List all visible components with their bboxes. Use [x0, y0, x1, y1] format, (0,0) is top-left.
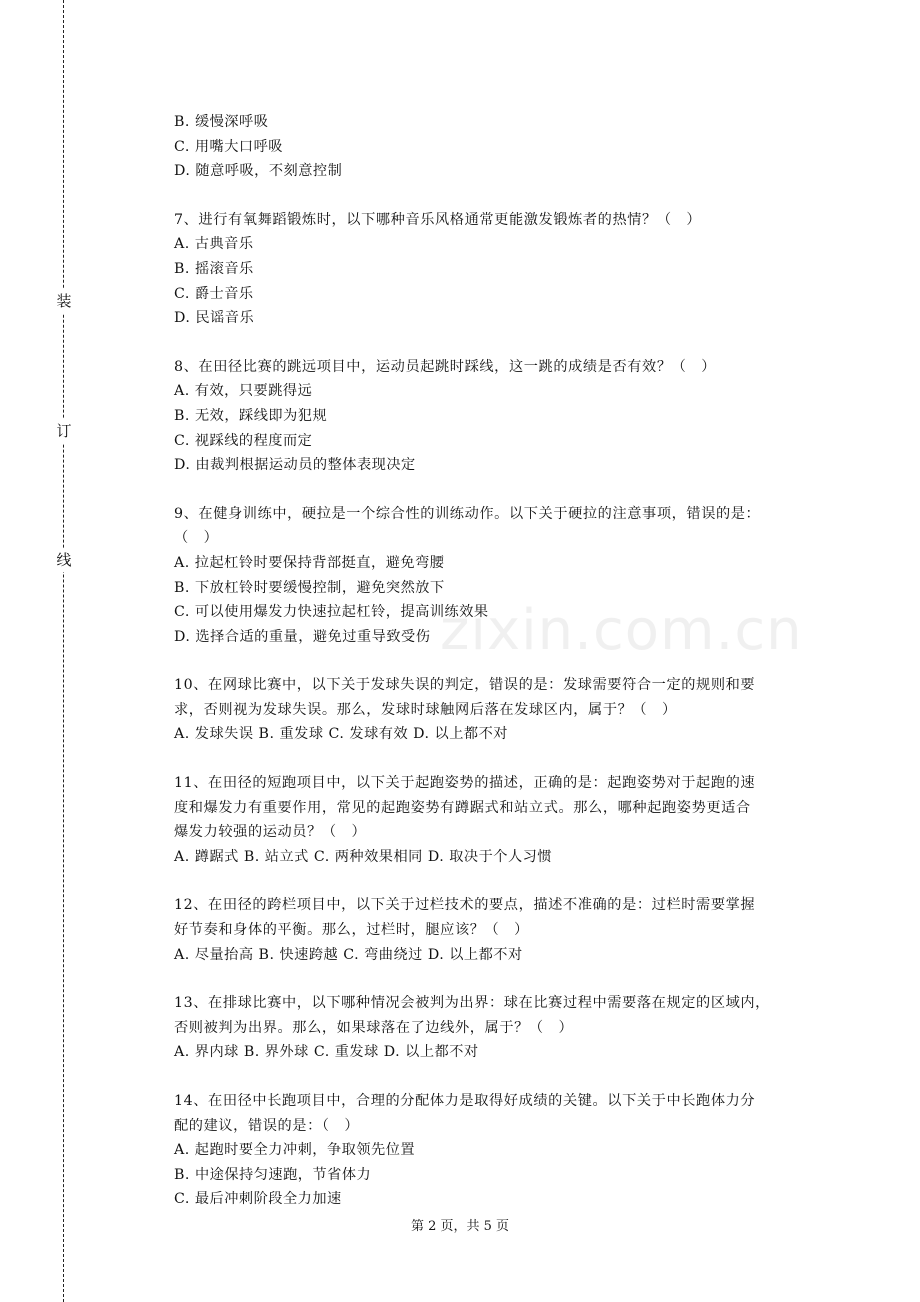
question-stem: 11、在田径的短跑项目中，以下关于起跑姿势的描述，正确的是：起跑姿势对于起跑的速 — [174, 775, 756, 792]
option-line: D. 随意呼吸，不刻意控制 — [174, 163, 343, 180]
question-stem: 配的建议，错误的是：（ ） — [174, 1117, 360, 1134]
binding-mark-ding: 订 — [54, 419, 74, 443]
question-stem: （ ） — [174, 530, 219, 547]
option-line: B. 无效，踩线即为犯规 — [174, 407, 328, 424]
option-line: C. 用嘴大口呼吸 — [174, 138, 283, 155]
option-line: A. 起跑时要全力冲刺，争取领先位置 — [174, 1142, 416, 1159]
option-line: A. 尽量抬高 B. 快速跨越 C. 弯曲绕过 D. 以上都不对 — [174, 946, 523, 963]
option-line: C. 最后冲刺阶段全力加速 — [174, 1191, 342, 1208]
binding-mark-zhuang: 装 — [54, 289, 74, 313]
question-7 — [174, 208, 814, 331]
binding-dashed-line — [63, 0, 64, 1302]
question-10 — [174, 673, 814, 747]
question-stem: 14、在田径中长跑项目中，合理的分配体力是取得好成绩的关键。以下关于中长跑体力分 — [174, 1093, 756, 1109]
option-line: B. 下放杠铃时要缓慢控制，避免突然放下 — [174, 579, 445, 596]
option-line: A. 蹲踞式 B. 站立式 C. 两种效果相同 D. 取决于个人习惯 — [174, 848, 553, 865]
question-13 — [174, 991, 814, 1065]
question-stem: 9、在健身训练中，硬拉是一个综合性的训练动作。以下关于硬拉的注意事项，错误的是： — [174, 505, 761, 522]
option-line: A. 发球失误 B. 重发球 C. 发球有效 D. 以上都不对 — [174, 726, 508, 743]
question-stem: 求，否则视为发球失误。那么，发球时球触网后落在发球区内，属于？（ ） — [174, 701, 677, 718]
option-line: C. 视踩线的程度而定 — [174, 432, 313, 449]
question-stem: 10、在网球比赛中，以下关于发球失误的判定，错误的是：发球需要符合一定的规则和要 — [174, 677, 756, 694]
question-stem: 13、在排球比赛中，以下哪种情况会被判为出界：球在比赛过程中需要落在规定的区域内， — [174, 995, 770, 1012]
question-9 — [174, 502, 814, 650]
question-stem: 度和爆发力有重要作用，常见的起跑姿势有蹲踞式和站立式。那么，哪种起跑姿势更适合 — [174, 799, 751, 816]
question-stem: 否则被判为出界。那么，如果球落在了边线外，属于？（ ） — [174, 1019, 574, 1036]
question-stem: 8、在田径比赛的跳远项目中，运动员起跳时踩线，这一跳的成绩是否有效？（ ） — [174, 358, 716, 375]
option-line: A. 界内球 B. 界外球 C. 重发球 D. 以上都不对 — [174, 1044, 479, 1061]
question-8 — [174, 355, 814, 478]
question-stem: 爆发力较强的运动员？（ ） — [174, 824, 367, 841]
option-line: D. 选择合适的重量，避免过重导致受伤 — [174, 628, 431, 645]
question-stem: 好节奏和身体的平衡。那么，过栏时，腿应该？（ ） — [174, 922, 529, 939]
option-line: B. 缓慢深呼吸 — [174, 114, 269, 130]
binding-mark-xian: 线 — [54, 548, 74, 572]
previous-question-options — [174, 110, 814, 184]
question-11 — [174, 771, 814, 869]
question-content — [174, 110, 814, 1212]
option-line: A. 拉起杠铃时要保持背部挺直，避免弯腰 — [174, 554, 445, 571]
question-stem: 12、在田径的跨栏项目中，以下关于过栏技术的要点，描述不准确的是：过栏时需要掌握 — [174, 897, 756, 914]
question-12 — [174, 893, 814, 967]
option-line: A. 有效，只要跳得远 — [174, 383, 313, 400]
option-line: D. 民谣音乐 — [174, 310, 255, 327]
option-line: C. 爵士音乐 — [174, 285, 254, 302]
watermark: zixin.com.cn — [440, 598, 803, 663]
question-14 — [174, 1089, 814, 1212]
page-footer: 第 2 页，共 5 页 — [410, 1219, 510, 1234]
question-stem: 7、进行有氧舞蹈锻炼时，以下哪种音乐风格通常更能激发锻炼者的热情？（ ） — [174, 211, 702, 228]
option-line: B. 摇滚音乐 — [174, 260, 254, 277]
option-line: B. 中途保持匀速跑，节省体力 — [174, 1166, 372, 1183]
option-line: D. 由裁判根据运动员的整体表现决定 — [174, 457, 416, 474]
option-line: C. 可以使用爆发力快速拉起杠铃，提高训练效果 — [174, 604, 489, 621]
option-line: A. 古典音乐 — [174, 236, 254, 253]
